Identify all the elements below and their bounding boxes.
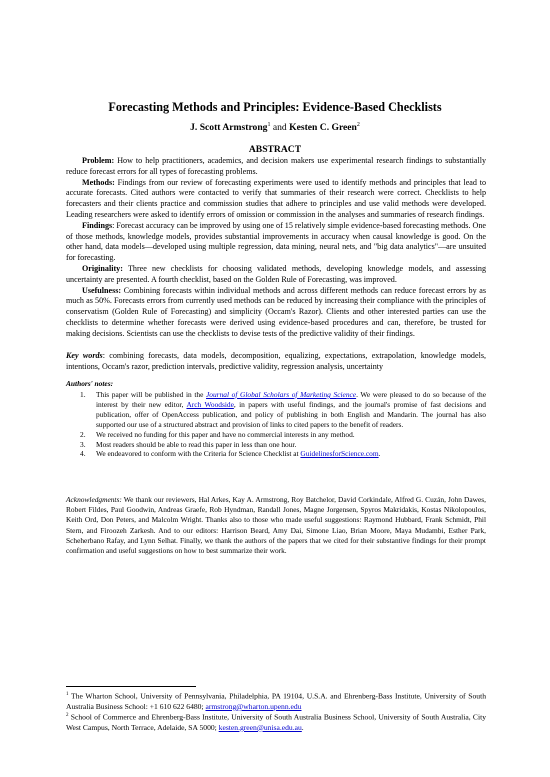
originality-label: Originality: xyxy=(82,263,123,273)
author-1-name: J. Scott Armstrong xyxy=(190,122,268,134)
note-item xyxy=(66,390,486,430)
usefulness-text: Combining forecasts within individual methods and across different methods can reduce forecast errors by as much as 50%. Forecasts errors from currently used methods can be reduced by increasing their compliance with the principles of conservatism (Golden Rule of Forecasting) and simplicity (Occam's Razor). Clients and other interested parties can use the checklists to determine whether forecasts were derived using evidence-based procedures and can, therefore, be trusted for making decisions. Scientists can use the checklists to devise tests of the predictive validity of their findings. xyxy=(66,285,486,338)
authors-notes-heading: Authors' notes: xyxy=(66,379,114,388)
problem-label: Problem: xyxy=(82,156,115,165)
acknowledgements-paragraph xyxy=(66,495,486,556)
note-text: . We were pleased to do so because of the interest by their new editor, xyxy=(96,390,486,409)
note-number: 1. xyxy=(80,390,86,399)
note-text: We endeavored to conform with the Criteria for Science Checklist at xyxy=(96,449,301,459)
abstract-findings xyxy=(66,221,486,264)
note-text: Most readers should be able to read this paper in less than one hour. xyxy=(96,439,297,449)
originality-text: Three new checklists for choosing validated methods, developing knowledge models, and assessing uncertainty are presented. A fourth checklist, based on the Golden Rule of Forecasting, was improved. xyxy=(66,263,486,284)
note-item xyxy=(66,440,486,450)
keywords-paragraph xyxy=(66,351,486,373)
footnote-divider xyxy=(66,686,196,687)
note-number: 4. xyxy=(80,449,86,459)
authors-notes-list xyxy=(66,390,486,459)
keywords-text: : combining forecasts, data models, decomposition, equalizing, expectations, extrapolation, knowledge models, intentions, Occam's razor, prediction intervals, predictive validity, regression analysis, uncertainty xyxy=(66,351,486,371)
footnote-1 xyxy=(66,690,486,712)
footnote-1-text: The Wharton School, University of Pennsylvania, Philadelphia, PA 19104, U.S.A. and Ehrenberg-Bass Institute, University of South Australia Business School: +1 610 622 6480; xyxy=(66,691,486,711)
findings-label: Findings xyxy=(82,220,113,230)
footnote-2-text: School of Commerce and Ehrenberg-Bass Institute, University of South Australia Business School, University of South Australia, City West Campus, North Terrace, Adelaide, SA 5000; xyxy=(66,712,486,732)
note-number: 3. xyxy=(80,439,86,449)
abstract-originality xyxy=(66,264,486,286)
usefulness-label: Usefulness: xyxy=(82,285,122,295)
note-item xyxy=(66,430,486,440)
footnote-1-mark: 1 xyxy=(66,692,69,697)
footnote-2 xyxy=(66,711,486,733)
note-text: We received no funding for this paper and have no commercial interests in any method. xyxy=(96,429,355,439)
email-link-armstrong[interactable]: armstrong@wharton.upenn.edu xyxy=(205,701,302,711)
acknowledgements-text: We thank our reviewers, Hal Arkes, Kay A. Armstrong, Roy Batchelor, David Corkindale, Alfred G. Cuzán, John Dawes, Robert Fildes, Paul Goodwin, Andreas Graefe, Rob Hyndman, Randall Jones, Magne Jorgensen, Spyros Makridakis, Kostas Nikolopoulos, Keith Ord, Don Peters, and Malcolm Wright. Thanks also to those who made useful suggestions: Raymond Hubbard, Frank Schmidt, Phil Stern, and Firoozeh Zarkesh. And to our editors: Harrison Beard, Amy Dai, Simone Liao, Brian Moore, Maya Mudambi, Esther Park, Scheherbano Rafay, and Lynn Selhat. Finally, we thank the authors of the papers that we cited for their substantive findings for their prompt confirmation and useful suggestions on how to best summarize their work. xyxy=(66,495,486,556)
email-link-green[interactable]: kesten.green@unisa.edu.au xyxy=(218,722,302,732)
keywords-label: Key words xyxy=(66,351,103,360)
author-2-footnote-mark: 2 xyxy=(356,122,360,128)
abstract-methods xyxy=(66,178,486,221)
note-text: . xyxy=(378,449,381,459)
methods-text: Findings from our review of forecasting experiments were used to identify methods and principles that lead to accurate forecasts. Cited authors were contacted to verify that summaries of their research were correct. Checklists to help forecasters and their clients practice and commission studies that adhere to principles and use valid methods were developed. Leading researchers were asked to identify errors of omission or commission in the analyses and summaries of research findings. xyxy=(66,177,486,219)
note-item xyxy=(66,449,486,459)
note-text: This paper will be published in the xyxy=(96,390,207,399)
paper-title: Forecasting Methods and Principles: Evidence-Based Checklists xyxy=(108,100,442,114)
findings-text: : Forecast accuracy can be improved by using one of 15 relatively simple evidence-based forecasting methods. One of those methods, knowledge models, provides substantial improvements in accuracy when causal knowledge is good. On the other hand, data models—developed using multiple regression, data mining, neural nets, and "big data analytics"—are unsuited for forecasting. xyxy=(66,220,486,263)
abstract-heading: ABSTRACT xyxy=(248,144,302,155)
author-conjunction: and xyxy=(270,122,290,134)
abstract-usefulness xyxy=(66,286,486,340)
footnote-2-mark: 2 xyxy=(66,713,69,718)
note-text: , in papers with useful findings, and the journal's promise of fast decisions and publication, offer of OpenAccess publication, and policy of publishing in both English and Mandarin. The journal has also supported our use of a structured abstract and provision of links to cited papers to the benefit of readers. xyxy=(96,399,487,429)
abstract-problem xyxy=(66,156,486,178)
author-2-name: Kesten C. Green xyxy=(289,122,357,134)
abstract-body xyxy=(66,156,486,340)
editor-link[interactable]: Arch Woodside xyxy=(186,399,234,409)
problem-text: How to help practitioners, academics, and decision makers use experimental research findings to substantially reduce forecast errors for all types of forecasting problems. xyxy=(66,156,486,176)
journal-link[interactable]: Journal of Global Scholars of Marketing Science xyxy=(206,390,357,399)
methods-label: Methods: xyxy=(82,177,115,187)
footnote-2-end: . xyxy=(301,722,304,732)
note-number: 2. xyxy=(80,429,86,439)
acknowledgements-label: Acknowledgments: xyxy=(66,495,122,504)
author-1-footnote-mark: 1 xyxy=(267,122,271,128)
guidelines-link[interactable]: GuidelinesforScience.com xyxy=(300,449,379,459)
author-line xyxy=(0,122,550,133)
